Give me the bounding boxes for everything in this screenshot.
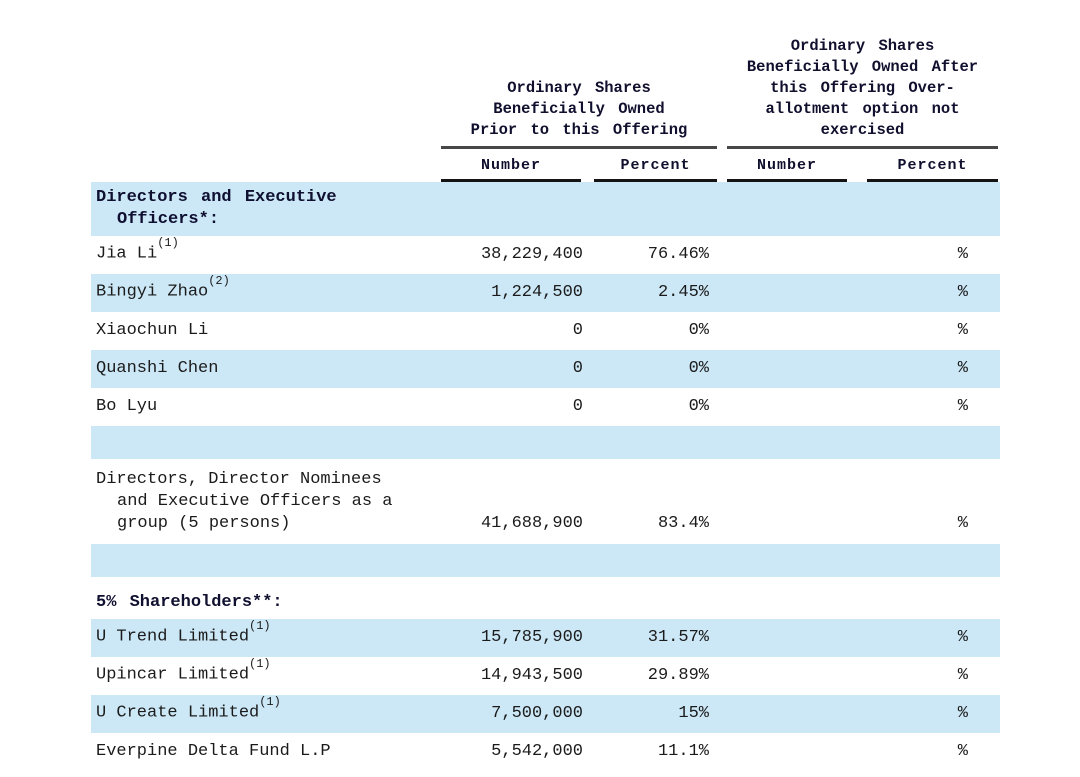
holder-name-line: Bo Lyu: [96, 397, 158, 416]
column-header-row: [91, 149, 1000, 182]
number-prior-cell: 5,542,000: [491, 742, 583, 761]
percent-after-cell: %: [847, 350, 1000, 388]
holder-name-cell: [91, 182, 1000, 236]
number-prior-cell: 0: [572, 397, 583, 416]
number-after-cell: [717, 657, 847, 695]
holder-name-cell: [91, 619, 435, 657]
number-prior-cell: 14,943,500: [480, 666, 583, 685]
percent-prior-cell: 76.46%: [647, 245, 709, 264]
percent-after-cell: %: [957, 666, 968, 685]
number-after-cell: [717, 469, 847, 544]
table-row: [91, 312, 1000, 350]
group-after-title: Ordinary Shares Beneficially Owned After this Offering Over-allotment option not exercised: [746, 37, 979, 139]
holder-name-line: U Create Limited$^{(1)}$: [96, 695, 281, 723]
holder-name-line: Everpine Delta Fund L.P: [96, 742, 331, 761]
group-after-rule: [727, 36, 998, 149]
percent-prior-cell: 0%: [688, 321, 709, 340]
number-prior-cell: 41,688,900: [480, 514, 583, 533]
empty-header-cell: [91, 36, 435, 149]
section-header-row: [91, 182, 1000, 236]
holder-name-line: Officers*:: [117, 210, 220, 229]
percent-after-cell: %: [847, 619, 1000, 657]
footnote-ref: (1): [259, 695, 281, 710]
holder-name-cell: [91, 695, 435, 733]
percent-prior-label: Percent: [594, 149, 717, 182]
percent-prior-header: [585, 149, 717, 182]
holder-name-line: Xiaochun Li: [96, 321, 209, 340]
number-after-header: [717, 149, 847, 182]
empty-header-cell: [91, 149, 435, 182]
number-after-cell: [717, 388, 847, 426]
holder-name-cell: [91, 388, 435, 426]
holder-name-line: group (5 persons): [117, 514, 291, 533]
group-prior-rule: [441, 78, 717, 149]
footnote-ref: (1): [249, 619, 271, 634]
percent-after-cell: %: [957, 514, 968, 533]
number-prior-label: Number: [441, 149, 581, 182]
spacer-row: [91, 577, 1000, 587]
percent-after-cell: %: [847, 274, 1000, 312]
percent-prior-cell: 83.4%: [657, 514, 709, 533]
group-header-row: [91, 36, 1000, 149]
table-row: [91, 274, 1000, 312]
group-prior-header-cell: [435, 36, 717, 149]
holder-name-line: Bingyi Zhao$^{(2)}$: [96, 274, 230, 302]
section-header-row: [91, 587, 1000, 619]
number-after-cell: [717, 733, 847, 771]
table-header: [91, 36, 1000, 182]
number-after-cell: [717, 312, 847, 350]
percent-prior-cell: 11.1%: [657, 742, 709, 761]
table-body: [91, 182, 1000, 771]
holder-name-cell: [91, 577, 1000, 587]
percent-prior-cell: 2.45%: [585, 274, 717, 312]
holder-name-line: and Executive Officers as a: [117, 492, 393, 511]
holder-name-cell: [91, 459, 1000, 469]
holder-name-cell: [91, 312, 435, 350]
group-prior-title: Ordinary Shares Beneficially Owned Prior to this Offering: [470, 79, 688, 139]
number-prior-cell: 0: [572, 321, 583, 340]
percent-after-label: Percent: [867, 149, 998, 182]
percent-after-cell: %: [957, 321, 968, 340]
spacer-row: [91, 426, 1000, 459]
number-prior-header: [435, 149, 585, 182]
number-after-cell: [717, 695, 847, 733]
number-prior-cell: 38,229,400: [480, 245, 583, 264]
holder-name-line: Upincar Limited$^{(1)}$: [96, 657, 271, 685]
group-after-header-cell: [717, 36, 1000, 149]
number-after-cell: [717, 619, 847, 657]
holder-name-line: Jia Li$^{(1)}$: [96, 236, 179, 264]
holder-name-cell: [91, 236, 435, 274]
number-after-cell: [717, 350, 847, 388]
holder-name-cell: [91, 350, 435, 388]
holder-name-cell: [91, 733, 435, 771]
spacer-row: [91, 544, 1000, 577]
table-row: [91, 469, 1000, 544]
holder-name-line: U Trend Limited$^{(1)}$: [96, 619, 271, 647]
holder-name-cell: [91, 657, 435, 695]
ownership-table: [91, 36, 1000, 771]
percent-after-cell: %: [847, 695, 1000, 733]
percent-after-cell: %: [957, 742, 968, 761]
holder-name-cell: [91, 426, 1000, 459]
number-prior-cell: 1,224,500: [435, 274, 585, 312]
holder-name-cell: [91, 544, 1000, 577]
spacer-row: [91, 459, 1000, 469]
table-row: [91, 236, 1000, 274]
table-row: [91, 388, 1000, 426]
footnote-ref: (1): [249, 657, 271, 672]
holder-name-line: Directors and Executive: [96, 188, 337, 207]
number-prior-cell: 0: [435, 350, 585, 388]
table-row: [91, 695, 1000, 733]
percent-prior-cell: 0%: [688, 397, 709, 416]
table-row: [91, 733, 1000, 771]
number-after-cell: [717, 274, 847, 312]
percent-after-header: [847, 149, 1000, 182]
holder-name-cell: [91, 587, 1000, 619]
footnote-ref: (2): [208, 274, 230, 289]
holder-name-line: 5% Shareholders**:: [96, 593, 283, 612]
footnote-ref: (1): [157, 236, 179, 251]
table-row: [91, 619, 1000, 657]
percent-prior-cell: 15%: [585, 695, 717, 733]
holder-name-cell: [91, 469, 435, 544]
number-after-cell: [717, 236, 847, 274]
percent-prior-cell: 29.89%: [647, 666, 709, 685]
number-prior-cell: 7,500,000: [435, 695, 585, 733]
percent-after-cell: %: [957, 245, 968, 264]
holder-name-line: Quanshi Chen: [96, 359, 219, 378]
percent-prior-cell: 0%: [585, 350, 717, 388]
table-row: [91, 657, 1000, 695]
percent-after-cell: %: [957, 397, 968, 416]
number-after-label: Number: [727, 149, 847, 182]
holder-name-line: Directors, Director Nominees: [96, 470, 382, 489]
holder-name-cell: [91, 274, 435, 312]
number-prior-cell: 15,785,900: [435, 619, 585, 657]
percent-prior-cell: 31.57%: [585, 619, 717, 657]
table-row: [91, 350, 1000, 388]
